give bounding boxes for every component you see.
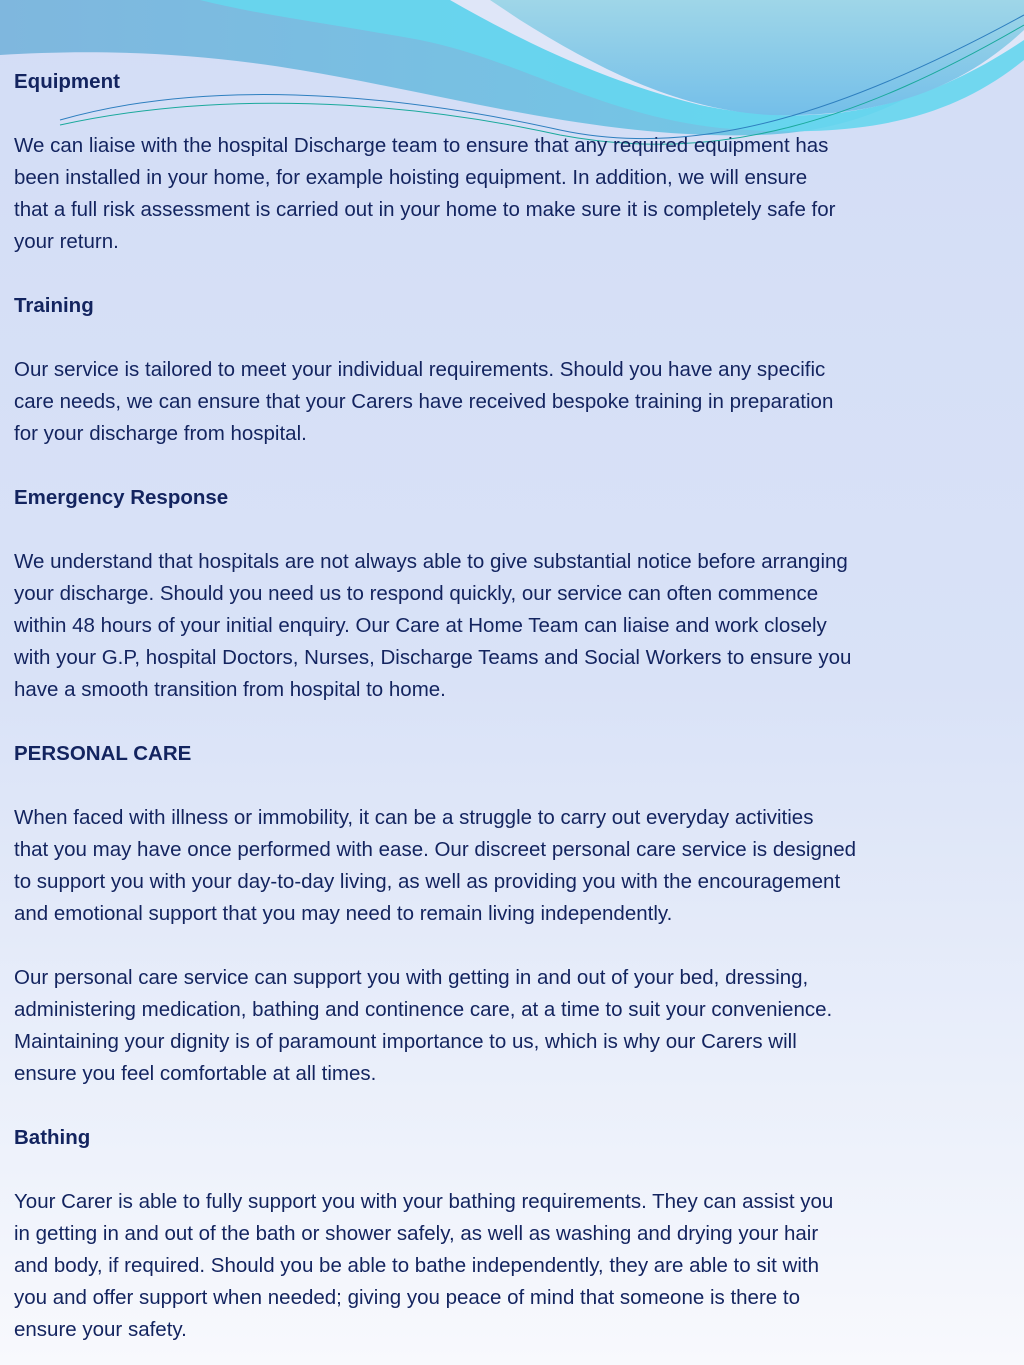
paragraph-line: care needs, we can ensure that your Carers have received bespoke training in preparation	[14, 390, 834, 413]
paragraph-line: that you may have once performed with ease. Our discreet personal care service is designed	[14, 838, 857, 861]
paragraph-line: been installed in your home, for example hoisting equipment. In addition, we will ensure	[14, 166, 808, 189]
section-heading: PERSONAL CARE	[14, 742, 192, 765]
blank-line	[14, 322, 1014, 354]
blank-line	[14, 706, 1014, 738]
paragraph-line: to support you with your day-to-day living, as well as providing you with the encouragement	[14, 870, 841, 893]
blank-line	[14, 930, 1014, 962]
blank-line	[14, 770, 1014, 802]
paragraph-line: with your G.P, hospital Doctors, Nurses, Discharge Teams and Social Workers to ensure you	[14, 646, 852, 669]
paragraph-line: When faced with illness or immobility, it can be a struggle to carry out everyday activities	[14, 806, 814, 829]
paragraph-line: ensure your safety.	[14, 1318, 187, 1341]
paragraph-line: you and offer support when needed; giving you peace of mind that someone is there to	[14, 1286, 800, 1309]
section-heading: Training	[14, 294, 94, 317]
paragraph-line: Our service is tailored to meet your individual requirements. Should you have any specific	[14, 358, 826, 381]
paragraph-line: Your Carer is able to fully support you with your bathing requirements. They can assist you	[14, 1190, 834, 1213]
paragraph-line: We understand that hospitals are not always able to give substantial notice before arranging	[14, 550, 848, 573]
blank-line	[14, 1090, 1014, 1122]
blank-line	[14, 258, 1014, 290]
paragraph-line: in getting in and out of the bath or shower safely, as well as washing and drying your hair	[14, 1222, 819, 1245]
paragraph-line: that a full risk assessment is carried out in your home to make sure it is completely safe for	[14, 198, 836, 221]
paragraph-line: Maintaining your dignity is of paramount importance to us, which is why our Carers will	[14, 1030, 797, 1053]
section-heading: Equipment	[14, 70, 120, 93]
blank-line	[14, 514, 1014, 546]
paragraph-line: Our personal care service can support you with getting in and out of your bed, dressing,	[14, 966, 809, 989]
paragraph-line: ensure you feel comfortable at all times.	[14, 1062, 377, 1085]
paragraph-line: for your discharge from hospital.	[14, 422, 307, 445]
paragraph-line: and emotional support that you may need to remain living independently.	[14, 902, 673, 925]
paragraph-line: and body, if required. Should you be able to bathe independently, they are able to sit with	[14, 1254, 819, 1277]
paragraph-line: within 48 hours of your initial enquiry. Our Care at Home Team can liaise and work closely	[14, 614, 827, 637]
paragraph-line: your return.	[14, 230, 119, 253]
document-body	[14, 66, 1014, 1346]
blank-line	[14, 1154, 1014, 1186]
section-heading: Bathing	[14, 1126, 91, 1149]
paragraph-line: We can liaise with the hospital Discharge team to ensure that any required equipment has	[14, 134, 829, 157]
section-heading: Emergency Response	[14, 486, 229, 509]
paragraph-line: have a smooth transition from hospital to home.	[14, 678, 446, 701]
paragraph-line: your discharge. Should you need us to respond quickly, our service can often commence	[14, 582, 819, 605]
blank-line	[14, 98, 1014, 130]
paragraph-line: administering medication, bathing and continence care, at a time to suit your convenience.	[14, 998, 833, 1021]
blank-line	[14, 450, 1014, 482]
